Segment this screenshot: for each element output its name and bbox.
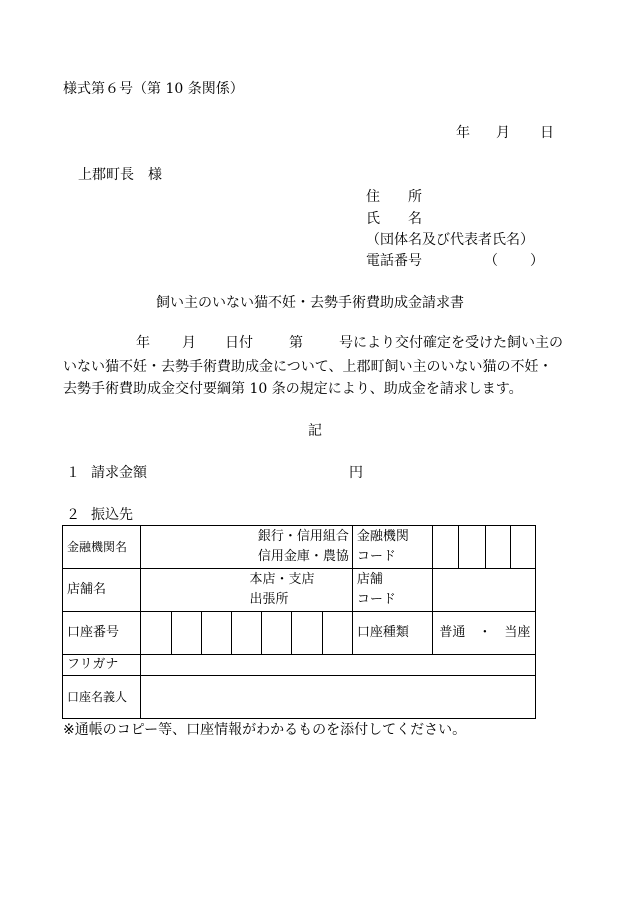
bank-transfer-table (62, 525, 536, 719)
item1-number: １ (66, 465, 80, 481)
branch-code-label-line2: コード (356, 592, 396, 607)
body-line-2: 去勢手術費助成金交付要綱第 10 条の規定により、助成金を請求します。 (63, 381, 523, 397)
branch-label: 店舗名 (63, 569, 141, 612)
branch-code-label-line1: 店舗 (356, 571, 383, 587)
ki-marker: 記 (308, 423, 322, 439)
ref-day: 日付 (225, 335, 253, 351)
form-number: 様式第６号（第 10 条関係） (63, 81, 244, 97)
bank-code-label-line2: コード (356, 549, 396, 564)
branch-field[interactable] (141, 569, 352, 612)
holder-field[interactable] (141, 676, 536, 719)
branch-types-line1: 本店・支店 (249, 571, 315, 587)
branch-types-line2: 出張所 (249, 592, 289, 607)
bank-name-label: 金融機関名 (63, 526, 141, 569)
document-title: 飼い主のいない猫不妊・去勢手術費助成金請求書 (156, 295, 464, 311)
body-line-1: いない猫不妊・去勢手術費助成金について、上郡町飼い主のいない猫の不妊・ (63, 359, 553, 375)
phone-label: 電話番号 (366, 253, 422, 269)
furigana-row (63, 655, 536, 676)
furigana-field[interactable] (141, 655, 536, 676)
account-type-label: 口座種類 (352, 612, 433, 655)
item2-label: 振込先 (91, 507, 133, 523)
name-label: 氏 名 (366, 211, 422, 227)
bank-code-label-line1: 金融機関 (356, 528, 409, 544)
ref-year: 年 (136, 335, 150, 351)
branch-code-field[interactable] (433, 569, 536, 612)
ref-no: 第 (289, 335, 303, 351)
furigana-label: フリガナ (63, 655, 141, 676)
phone-paren-open: （ (484, 253, 498, 269)
branch-row (63, 569, 536, 612)
ref-month: 月 (182, 335, 196, 351)
account-digit-1[interactable] (141, 612, 171, 655)
phone-paren-close: ） (530, 253, 544, 269)
item1-label: 請求金額 (91, 465, 147, 481)
account-digit-6[interactable] (292, 612, 322, 655)
attachment-note: ※通帳のコピー等、口座情報がわかるものを添付してください。 (63, 722, 467, 738)
item1-unit: 円 (349, 465, 363, 481)
bank-code-digit-4[interactable] (510, 526, 535, 569)
holder-row (63, 676, 536, 719)
date-day-label: 日 (540, 125, 554, 141)
bank-code-digit-3[interactable] (485, 526, 510, 569)
bank-code-digit-1[interactable] (433, 526, 459, 569)
date-year-label: 年 (456, 125, 470, 141)
item2-number: ２ (66, 507, 80, 523)
account-digit-7[interactable] (322, 612, 352, 655)
branch-code-label (352, 569, 433, 612)
addressee: 上郡町長 様 (78, 167, 162, 183)
account-digit-4[interactable] (232, 612, 262, 655)
bank-row (63, 526, 536, 569)
account-row (63, 612, 536, 655)
bank-types-line2: 信用金庫・農協 (257, 549, 349, 564)
account-digit-5[interactable] (262, 612, 292, 655)
bank-code-label (352, 526, 433, 569)
ref-rest: 号により交付確定を受けた飼い主の (339, 335, 563, 351)
account-number-label: 口座番号 (63, 612, 141, 655)
account-digit-3[interactable] (201, 612, 231, 655)
bank-types-line1: 銀行・信用組合 (257, 528, 349, 544)
group-note: （団体名及び代表者氏名） (366, 232, 534, 248)
date-month-label: 月 (496, 125, 510, 141)
address-label: 住 所 (366, 189, 422, 205)
account-type-options[interactable]: 普通 ・ 当座 (433, 612, 536, 655)
account-digit-2[interactable] (171, 612, 201, 655)
bank-name-field[interactable] (141, 526, 352, 569)
bank-code-digit-2[interactable] (459, 526, 485, 569)
holder-label: 口座名義人 (63, 676, 141, 719)
